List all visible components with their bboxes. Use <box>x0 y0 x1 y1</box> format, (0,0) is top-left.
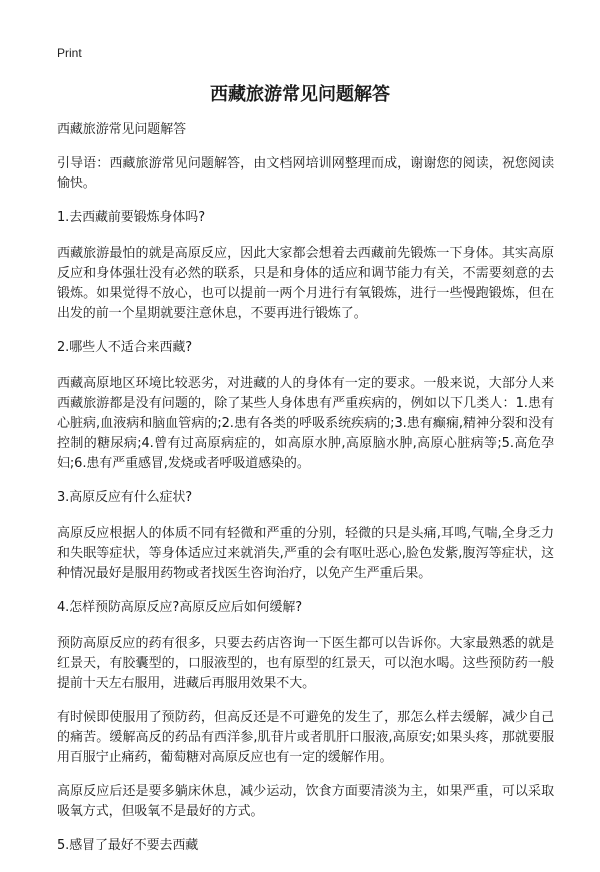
section-paragraph: 西藏旅游最怕的就是高原反应，因此大家都会想着去西藏前先锻炼一下身体。其实高原反应和身体强壮没有必然的联系，只是和身体的适应和调节能力有关，不需要刻意的去锻炼。如果觉得不放心，也可以提前一两个月进行有氧锻炼，进行一些慢跑锻炼，但在出发的前一个星期就要注意休息，不要再进行锻炼了。 <box>57 246 554 321</box>
section-question: 1.去西藏前要锻炼身体吗? <box>57 210 206 225</box>
section-paragraph: 西藏高原地区环境比较恶劣，对进藏的人的身体有一定的要求。一般来说，大部分人来西藏旅游都是没有问题的，除了某些人身体患有严重疾病的，例如以下几类人：1.患有心脏病,血液病和脑血管病的;2.患有各类的呼吸系统疾病的;3.患有癫痫,精神分裂和没有控制的糖尿病;4.曾有过高原病症的，如高原水肿,高原脑水肿,高原心脏病等;5.高危孕妇;6.患有严重感冒,发烧或者呼吸道感染的。 <box>57 376 554 471</box>
section-paragraph: 预防高原反应的药有很多，只要去药店咨询一下医生都可以告诉你。大家最熟悉的就是红景天，有胶囊型的，口服液型的，也有原型的红景天，可以泡水喝。这些预防药一般提前十天左右服用，进藏后再服用效果不大。 <box>57 636 554 691</box>
intro-paragraph: 引导语：西藏旅游常见问题解答，由文档网培训网整理而成，谢谢您的阅读，祝您阅读愉快。 <box>57 156 554 191</box>
section-question: 5.感冒了最好不要去西藏 <box>57 838 199 853</box>
page-title: 西藏旅游常见问题解答 <box>210 84 390 105</box>
section-paragraph: 有时候即使服用了预防药，但高反还是不可避免的发生了，那怎么样去缓解，减少自己的痛苦。缓解高反的药品有西洋参,肌苷片或者肌肝口服液,高原安;如果头疼，那就要服用百服宁止痛药，葡萄糖对高原反应也有一定的缓解作用。 <box>57 710 554 765</box>
article-body <box>57 120 554 872</box>
section-question: 2.哪些人不适合来西藏? <box>57 340 193 355</box>
article-subtitle: 西藏旅游常见问题解答 <box>57 122 187 137</box>
section-question: 3.高原反应有什么症状? <box>57 490 193 505</box>
section-paragraph: 高原反应根据人的体质不同有轻微和严重的分别，轻微的只是头痛,耳鸣,气喘,全身乏力和失眠等症状，等身体适应过来就消失,严重的会有呕吐恶心,脸色发紫,腹泻等症状，这种情况最好是服用药物或者找医生咨询治疗，以免产生严重后果。 <box>57 526 554 581</box>
section-question: 4.怎样预防高原反应?高原反应后如何缓解? <box>57 600 303 615</box>
section-paragraph: 高原反应后还是要多躺床休息，减少运动，饮食方面要清淡为主，如果严重，可以采取吸氧方式，但吸氧不是最好的方式。 <box>57 784 554 819</box>
print-link[interactable]: Print <box>57 46 82 60</box>
